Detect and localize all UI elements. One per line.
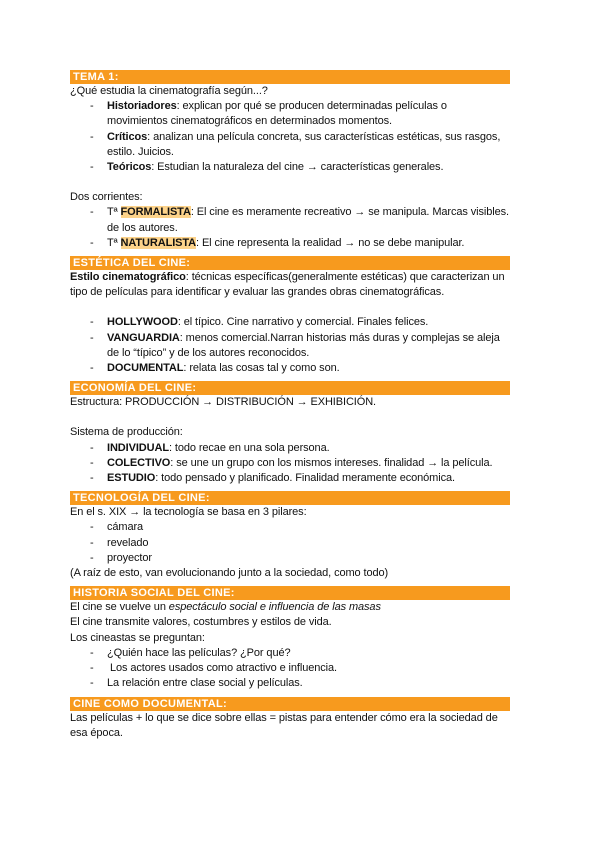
list-item: - ¿Quién hace las películas? ¿Por qué? bbox=[90, 646, 291, 659]
section-header-documental: CINE COMO DOCUMENTAL: bbox=[70, 697, 510, 711]
tema1-question: ¿Qué estudia la cinematografía según...? bbox=[70, 85, 268, 97]
list-item: - DOCUMENTAL: relata las cosas tal y como son. bbox=[90, 362, 340, 375]
tema1-list bbox=[70, 99, 510, 175]
section-header-tecnologia: TECNOLOGÍA DEL CINE: bbox=[70, 491, 510, 505]
tecnologia-note: (A raíz de esto, van evolucionando junto a la sociedad, como todo) bbox=[70, 567, 389, 580]
economia-list bbox=[70, 441, 510, 487]
list-item: - Críticos: analizan una película concreta, sus características estéticas, sus rasgos, estilo. Juicios. bbox=[90, 130, 501, 158]
currents-intro: Dos corrientes: bbox=[70, 191, 143, 204]
list-item: - proyector bbox=[90, 551, 152, 564]
list-item: - ESTUDIO: todo pensado y planificado. Finalidad meramente económica. bbox=[90, 472, 455, 485]
list-item: - INDIVIDUAL: todo recae en una sola persona. bbox=[90, 441, 330, 454]
tecnologia-intro: En el s. XIX → la tecnología se basa en 3 pilares: bbox=[70, 506, 307, 519]
list-item: - revelado bbox=[90, 536, 149, 549]
list-item: - cámara bbox=[90, 521, 144, 534]
list-item: - Tª NATURALISTA: El cine representa la realidad → no se debe manipular. bbox=[90, 236, 465, 249]
list-item: - Tª FORMALISTA: El cine es meramente recreativo → se manipula. Marcas visibles. de los autores. bbox=[90, 206, 509, 234]
document-page bbox=[70, 70, 510, 741]
tecnologia-list bbox=[70, 520, 510, 566]
historia-list bbox=[70, 646, 510, 692]
currents-list bbox=[70, 205, 510, 251]
historia-line3: Los cineastas se preguntan: bbox=[70, 631, 205, 644]
historia-line2: El cine transmite valores, costumbres y estilos de vida. bbox=[70, 616, 332, 629]
list-item: - Los actores usados como atractivo e influencia. bbox=[90, 662, 337, 675]
section-header-estetica: ESTÉTICA DEL CINE: bbox=[70, 256, 510, 270]
documental-text: Las películas + lo que se dice sobre ellas = pistas para entender cómo era la sociedad de esa época. bbox=[70, 711, 498, 739]
section-header-economia: ECONOMÍA DEL CINE: bbox=[70, 381, 510, 395]
estetica-intro: Estilo cinematográfico: técnicas específicas(generalmente estéticas) que caracterizan un tipo de películas para identificar y evaluar las grandes obras cinematográficas. bbox=[70, 271, 505, 299]
economia-estructura: Estructura: PRODUCCIÓN → DISTRIBUCIÓN → EXHIBICIÓN. bbox=[70, 396, 376, 409]
list-item: - VANGUARDIA: menos comercial.Narran historias más duras y complejas se aleja de lo “típico” y de los autores reconocidos. bbox=[90, 331, 500, 359]
list-item: - HOLLYWOOD: el típico. Cine narrativo y comercial. Finales felices. bbox=[90, 316, 429, 329]
historia-line1: El cine se vuelve un espectáculo social e influencia de las masas bbox=[70, 601, 381, 614]
section-header-tema1: TEMA 1: bbox=[70, 70, 510, 84]
economia-sistema: Sistema de producción: bbox=[70, 426, 183, 439]
list-item: - COLECTIVO: se une un grupo con los mismos intereses. finalidad → la película. bbox=[90, 456, 493, 469]
estetica-list bbox=[70, 315, 510, 376]
list-item: - Historiadores: explican por qué se producen determinadas películas o movimientos cinematográficos en determinados momentos. bbox=[90, 100, 447, 128]
list-item: - La relación entre clase social y películas. bbox=[90, 677, 303, 690]
section-header-historia: HISTORIA SOCIAL DEL CINE: bbox=[70, 586, 510, 600]
list-item: - Teóricos: Estudian la naturaleza del cine → características generales. bbox=[90, 161, 444, 174]
